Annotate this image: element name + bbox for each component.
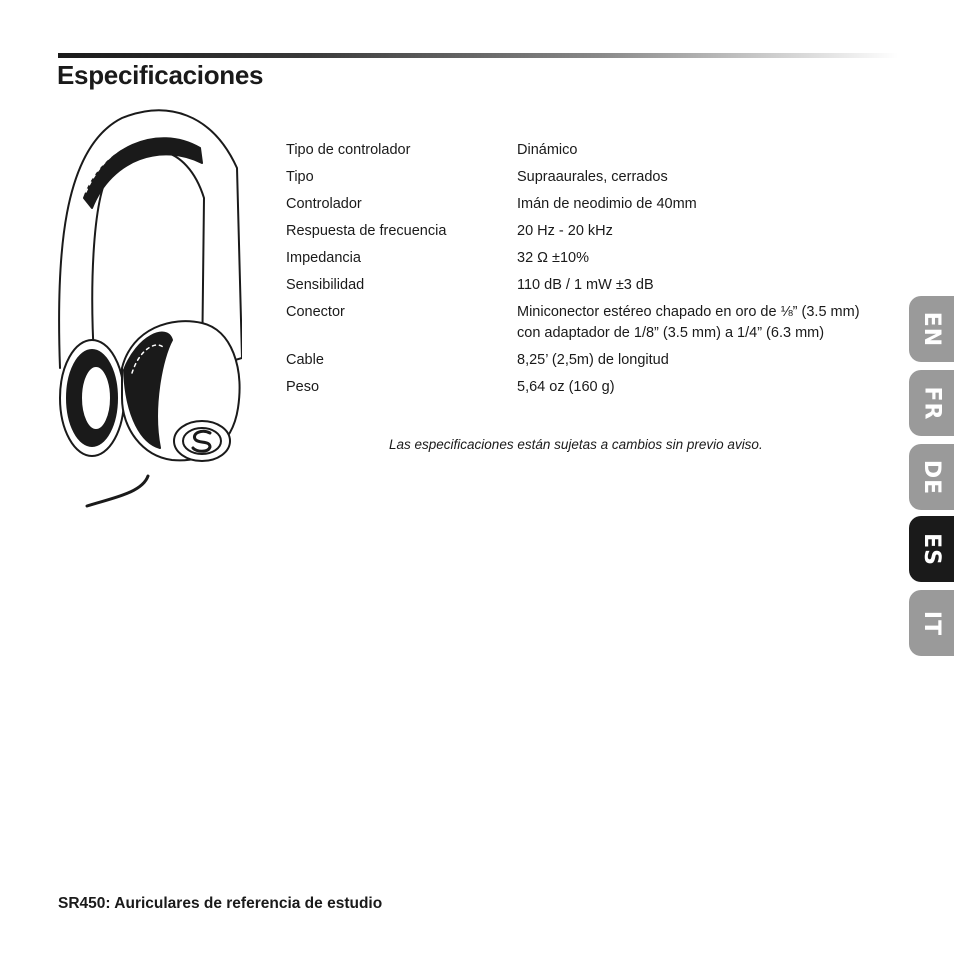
spec-label: Tipo de controlador <box>286 142 411 158</box>
tab-label: EN <box>918 311 944 347</box>
spec-row <box>286 194 906 221</box>
spec-value: 32 Ω ±10% <box>517 250 590 266</box>
tab-es[interactable] <box>909 516 954 582</box>
spec-value: 110 dB / 1 mW ±3 dB <box>517 277 654 293</box>
tab-label: DE <box>918 459 944 495</box>
spec-value: 8,25’ (2,5m) de longitud <box>517 352 669 368</box>
top-rule <box>58 53 898 58</box>
spec-label: Impedancia <box>286 250 361 266</box>
tab-label: IT <box>918 610 944 636</box>
spec-row <box>286 167 906 194</box>
tab-it[interactable] <box>909 590 954 656</box>
spec-label: Tipo <box>286 169 314 185</box>
tab-en[interactable] <box>909 296 954 362</box>
spec-label: Sensibilidad <box>286 277 365 293</box>
spec-row <box>286 275 906 302</box>
disclaimer-note: Las especificaciones están sujetas a cambios sin previo aviso. <box>389 437 763 452</box>
page-title: Especificaciones <box>57 60 264 90</box>
spec-table <box>286 140 906 404</box>
spec-label: Respuesta de frecuencia <box>286 223 447 239</box>
tab-fr[interactable] <box>909 370 954 436</box>
spec-value-line: Miniconector estéreo chapado en oro de ⅛” (3.5 mm) <box>517 304 860 320</box>
spec-row <box>286 140 906 167</box>
spec-label: Controlador <box>286 196 362 212</box>
spec-value: Dinámico <box>517 142 578 158</box>
spec-label: Conector <box>286 304 345 320</box>
spec-row <box>286 377 906 404</box>
spec-row <box>286 221 906 248</box>
spec-value: Supraaurales, cerrados <box>517 169 668 185</box>
headphones-icon <box>52 108 242 513</box>
spec-value: 20 Hz - 20 kHz <box>517 223 613 239</box>
tab-de[interactable] <box>909 444 954 510</box>
spec-label: Cable <box>286 352 324 368</box>
spec-row <box>286 302 906 350</box>
footer-title: SR450: Auriculares de referencia de estudio <box>58 895 383 912</box>
spec-row <box>286 350 906 377</box>
spec-value: 5,64 oz (160 g) <box>517 379 615 395</box>
tab-label: FR <box>919 386 944 420</box>
spec-value-line: con adaptador de 1/8” (3.5 mm) a 1/4” (6.3 mm) <box>517 325 825 341</box>
spec-row <box>286 248 906 275</box>
spec-label: Peso <box>286 379 320 395</box>
spec-value: Imán de neodimio de 40mm <box>517 196 697 212</box>
spec-value <box>517 302 906 350</box>
tab-label: ES <box>919 532 944 566</box>
